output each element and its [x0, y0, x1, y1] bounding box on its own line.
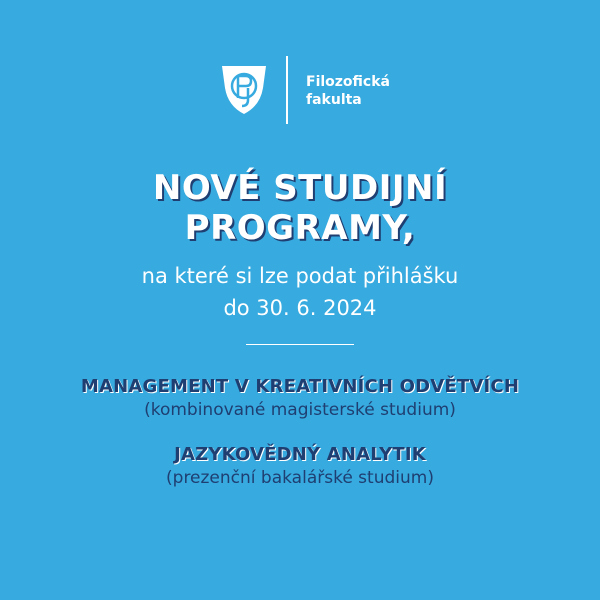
header — [0, 56, 600, 126]
shield-icon — [220, 64, 268, 116]
headline-line2: PROGRAMY, — [184, 208, 416, 248]
faculty-name — [306, 73, 390, 109]
university-shield-logo — [220, 64, 268, 116]
subline-line1: na které si lze podat přihlášku — [141, 264, 459, 288]
subline — [0, 260, 600, 324]
program-type: (prezenční bakalářské studium) — [166, 468, 434, 488]
program-name: MANAGEMENT V KREATIVNÍCH ODVĚTVÍCH — [80, 376, 520, 397]
header-divider — [286, 56, 288, 124]
section-divider — [246, 344, 354, 345]
headline-line1: NOVÉ STUDIJNÍ — [152, 168, 448, 208]
program-name: JAZYKOVĚDNÝ ANALYTIK — [174, 444, 426, 465]
program-item — [0, 444, 600, 490]
program-type: (kombinované magisterské studium) — [144, 400, 456, 420]
faculty-name-line2: fakulta — [306, 92, 362, 108]
program-item — [0, 376, 600, 422]
subline-deadline: do 30. 6. 2024 — [223, 296, 377, 320]
faculty-name-line1: Filozofická — [306, 74, 390, 90]
headline — [0, 168, 600, 248]
